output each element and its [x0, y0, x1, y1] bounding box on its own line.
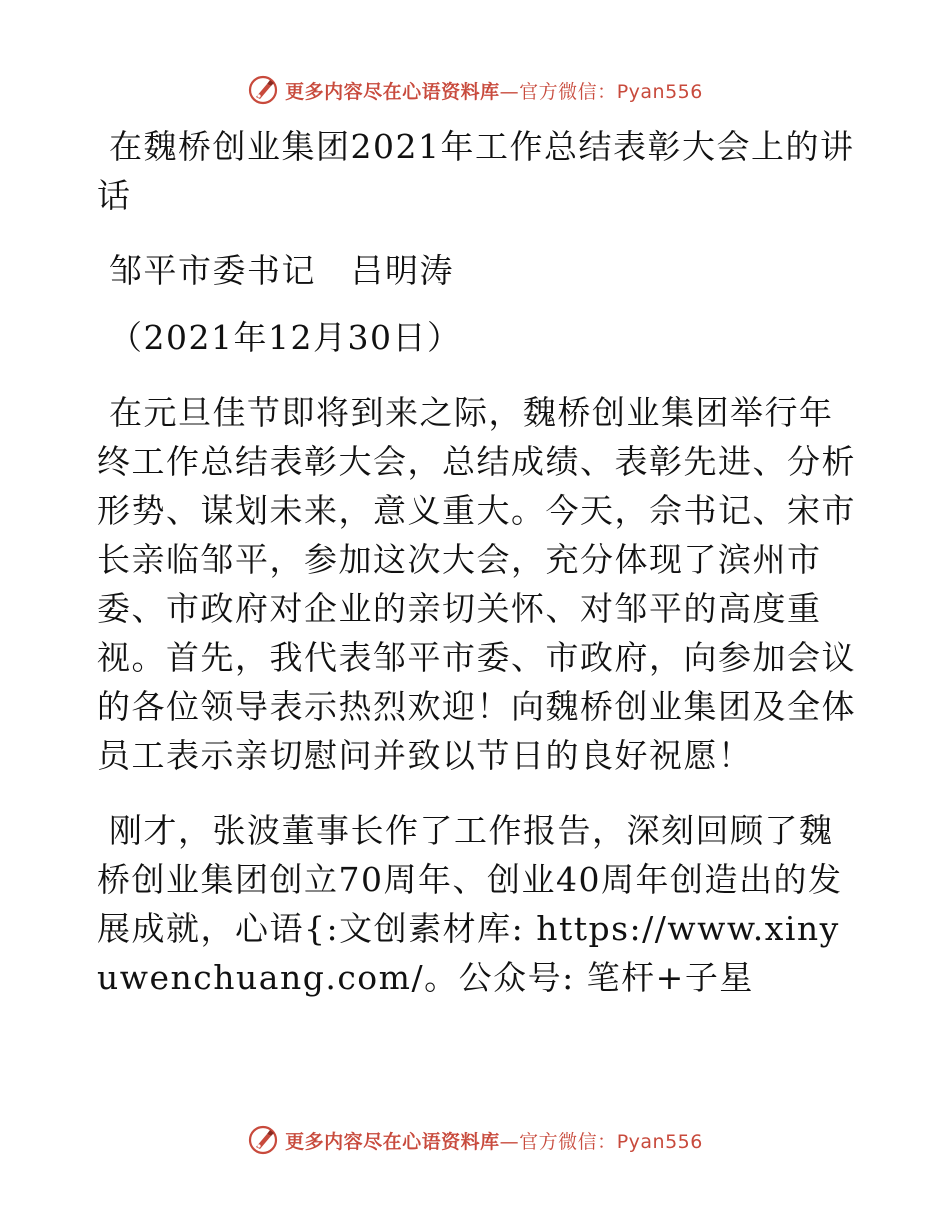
watermark-account-id: Pyan556: [616, 1130, 703, 1153]
document-title: 在魏桥创业集团2021年工作总结表彰大会上的讲话: [97, 127, 855, 215]
watermark-text: [285, 77, 703, 104]
pen-nib-logo-icon: [247, 1124, 279, 1156]
watermark-account-label: 官方微信：: [519, 1130, 617, 1153]
document-date: （2021年12月30日）: [109, 318, 462, 357]
watermark-text: [285, 1127, 703, 1154]
watermark-site: 更多内容尽在心语资料库: [285, 1130, 500, 1153]
watermark-account-label: 官方微信：: [519, 80, 617, 103]
header-watermark: [0, 72, 950, 108]
watermark-site: 更多内容尽在心语资料库: [285, 80, 500, 103]
pen-nib-logo-icon: [247, 74, 279, 106]
document-speaker: 邹平市委书记 吕明涛: [109, 251, 454, 290]
body-paragraph-1: 在元旦佳节即将到来之际，魏桥创业集团举行年终工作总结表彰大会，总结成绩、表彰先进、分析形势、谋划未来，意义重大。今天，佘书记、宋市长亲临邹平，参加这次大会，充分体现了滨州市委、市政府对企业的亲切关怀、对邹平的高度重视。首先，我代表邹平市委、市政府，向参加会议的各位领导表示热烈欢迎！向魏桥创业集团及全体员工表示亲切慰问并致以节日的良好祝愿！: [97, 393, 856, 775]
watermark-dash: —: [499, 80, 520, 103]
body-paragraph-2: 刚才，张波董事长作了工作报告，深刻回顾了魏桥创业集团创立70周年、创业40周年创造出的发展成就，心语{:文创素材库: https://www.xinyuwenchuang.com/。公众号: 笔杆+子星: [97, 811, 843, 997]
document-body: [97, 122, 857, 1028]
watermark-account-id: Pyan556: [616, 80, 703, 103]
watermark-dash: —: [499, 1130, 520, 1153]
footer-watermark: [0, 1122, 950, 1158]
